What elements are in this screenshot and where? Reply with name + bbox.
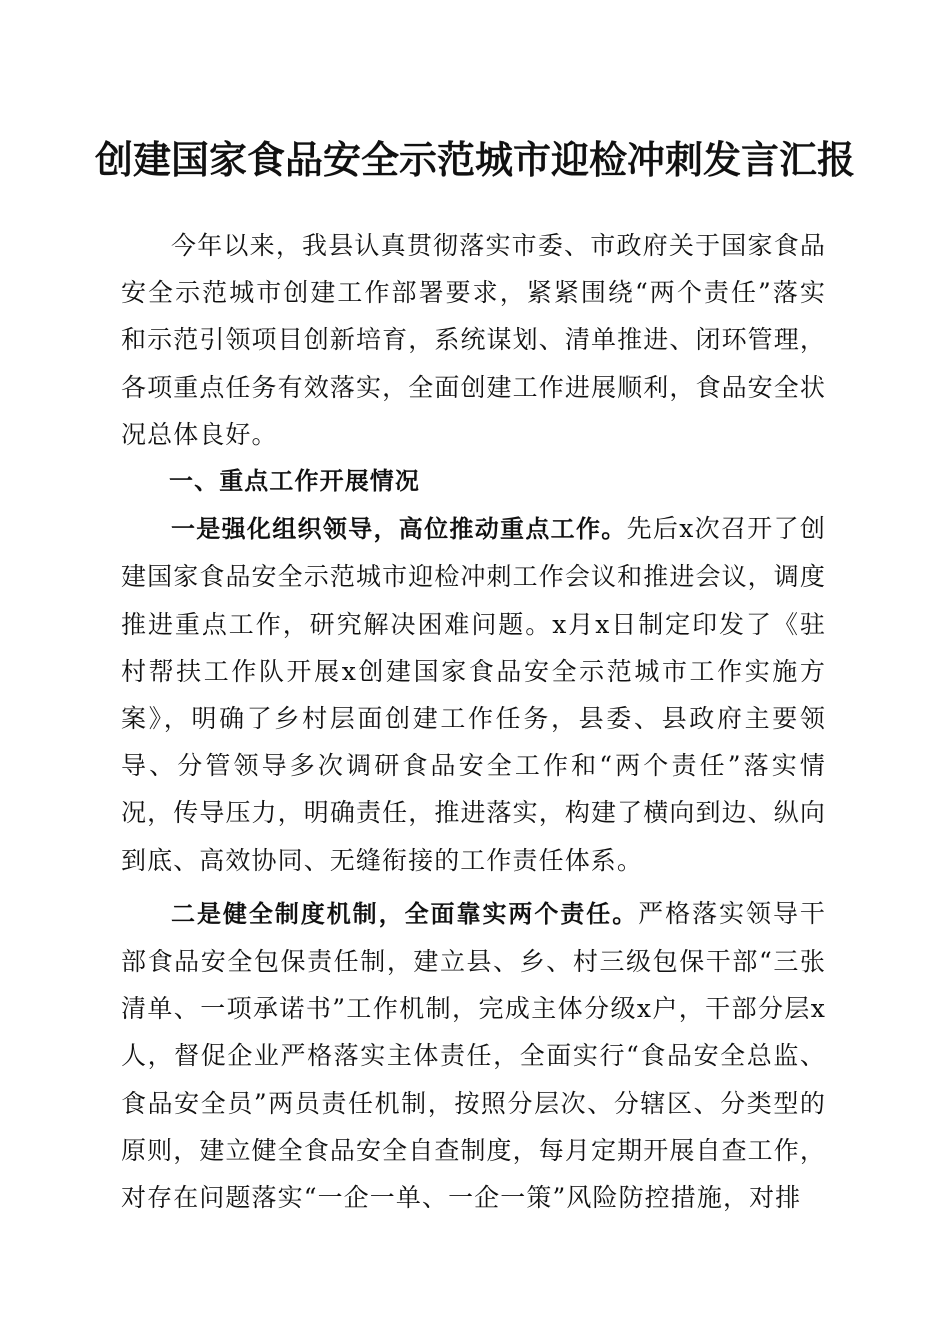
section-heading: 一、重点工作开展情况 [169, 467, 420, 496]
item-paragraph-2 [121, 890, 826, 1221]
document-body [121, 222, 826, 1221]
document-title: 创建国家食品安全示范城市迎检冲刺发言汇报 [94, 137, 855, 182]
item-lead-2: 二是健全制度机制，全面靠实两个责任。 [171, 899, 639, 928]
intro-paragraph: 今年以来，我县认真贯彻落实市委、市政府关于国家食品安全示范城市创建工作部署要求，紧紧围绕“两个责任”落实和示范引领项目创新培育，系统谋划、清单推进、闭环管理，各项重点任务有效落实，全面创建工作进展顺利，食品安全状况总体良好。 [121, 231, 826, 449]
item-body-2: 严格落实领导干部食品安全包保责任制，建立县、乡、村三级包保干部“三张清单、一项承诺书”工作机制，完成主体分级x户，干部分层x人，督促企业严格落实主体责任，全面实行“食品安全总监、食品安全员”两员责任机制，按照分层次、分辖区、分类型的原则，建立健全食品安全自查制度，每月定期开展自查工作，对存在问题落实“一企一单、一企一策”风险防控措施，对排 [121, 898, 826, 1213]
item-lead-1: 一是强化组织领导，高位推动重点工作。 [171, 515, 627, 544]
item-body-1: 先后x次召开了创建国家食品安全示范城市迎检冲刺工作会议和推进会议，调度推进重点工作，研究解决困难问题。x月x日制定印发了《驻村帮扶工作队开展x创建国家食品安全示范城市工作实施方案》，明确了乡村层面创建工作任务，县委、县政府主要领导、分管领导多次调研食品安全工作和“两个责任”落实情况，传导压力，明确责任，推进落实，构建了横向到边、纵向到底、高效协同、无缝衔接的工作责任体系。 [121, 514, 826, 875]
item-paragraph-1 [121, 505, 826, 884]
